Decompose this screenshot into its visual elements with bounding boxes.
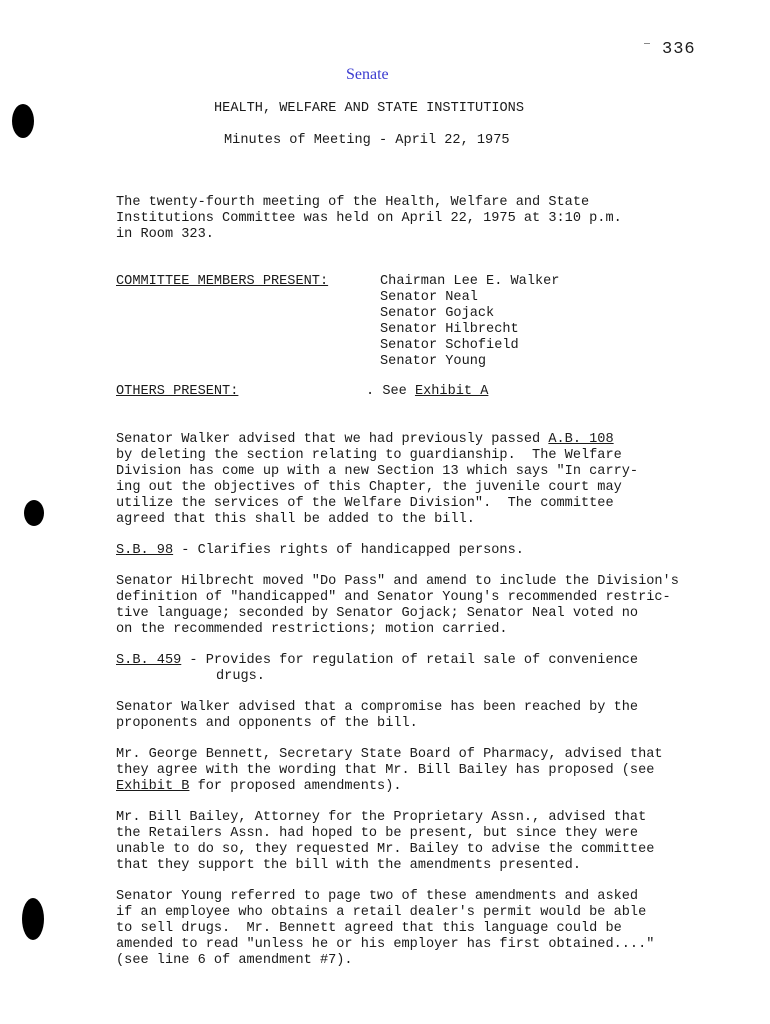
young-line: to sell drugs. Mr. Bennett agreed that this language could be — [116, 921, 622, 936]
ab108-line: utilize the services of the Welfare Division". The committee — [116, 496, 614, 511]
exhibit-b-ref: Exhibit B — [116, 779, 190, 794]
others-label: OTHERS PRESENT: — [116, 384, 239, 399]
young-line: Senator Young referred to page two of these amendments and asked — [116, 889, 639, 904]
young-line: if an employee who obtains a retail dealer's permit would be able — [116, 905, 647, 920]
bailey-line: the Retailers Assn. had hoped to be present, but since they were — [116, 826, 639, 841]
member-item: Senator Hilbrecht — [380, 322, 519, 337]
bennett-tail: for proposed amendments). — [189, 779, 402, 794]
member-item: Chairman Lee E. Walker — [380, 274, 560, 289]
intro-line: The twenty-fourth meeting of the Health, Welfare and State — [116, 195, 590, 210]
member-item: Senator Gojack — [380, 306, 495, 321]
compromise-line: proponents and opponents of the bill. — [116, 716, 418, 731]
sb98-motion-line: definition of "handicapped" and Senator Young's recommended restric- — [116, 590, 671, 605]
others-entry — [366, 384, 488, 400]
scan-mark — [644, 43, 650, 44]
ab108-ref: A.B. 108 — [548, 432, 614, 447]
document-title: HEALTH, WELFARE AND STATE INSTITUTIONS — [214, 101, 524, 116]
intro-line: Institutions Committee was held on April 22, 1975 at 3:10 p.m. — [116, 211, 622, 226]
ab108-line: ing out the objectives of this Chapter, the juvenile court may — [116, 480, 622, 495]
punch-hole-top — [12, 104, 34, 138]
exhibit-a-ref: Exhibit A — [414, 384, 489, 399]
others-prefix: . See — [366, 384, 415, 399]
sb98-motion-line: Senator Hilbrecht moved "Do Pass" and amend to include the Division's — [116, 574, 679, 589]
young-line: amended to read "unless he or his employer has first obtained...." — [116, 937, 655, 952]
sb459-desc: - Provides for regulation of retail sale of convenience — [181, 653, 639, 668]
members-label: COMMITTEE MEMBERS PRESENT: — [116, 274, 329, 289]
bennett-line: Mr. George Bennett, Secretary State Board of Pharmacy, advised that — [116, 747, 663, 762]
punch-hole-bottom — [22, 898, 44, 940]
member-item: Senator Young — [380, 354, 487, 369]
compromise-line: Senator Walker advised that a compromise has been reached by the — [116, 700, 639, 715]
intro-line: in Room 323. — [116, 227, 214, 242]
ab108-line: Division has come up with a new Section 13 which says "In carry- — [116, 464, 639, 479]
page-number: 336 — [662, 40, 696, 59]
member-item: Senator Neal — [380, 290, 478, 305]
bailey-line: that they support the bill with the amendments presented. — [116, 858, 581, 873]
sb98-heading — [116, 543, 524, 559]
senate-label: Senate — [346, 66, 389, 83]
sb98-ref: S.B. 98 — [116, 543, 174, 558]
member-item: Senator Schofield — [380, 338, 519, 353]
ab108-line: agreed that this shall be added to the bill. — [116, 512, 475, 527]
sb459-desc-cont: drugs. — [216, 669, 265, 684]
young-line: (see line 6 of amendment #7). — [116, 953, 353, 968]
bailey-line: Mr. Bill Bailey, Attorney for the Proprietary Assn., advised that — [116, 810, 647, 825]
ab108-text: Senator Walker advised that we had previously passed — [116, 432, 549, 447]
document-subtitle: Minutes of Meeting - April 22, 1975 — [224, 133, 510, 148]
punch-hole-middle — [24, 500, 44, 526]
sb98-desc: - Clarifies rights of handicapped persons. — [173, 543, 524, 558]
sb98-motion-line: tive language; seconded by Senator Gojack; Senator Neal voted no — [116, 606, 639, 621]
sb98-motion-line: on the recommended restrictions; motion carried. — [116, 622, 508, 637]
bailey-line: unable to do so, they requested Mr. Bailey to advise the committee — [116, 842, 655, 857]
ab108-line: by deleting the section relating to guardianship. The Welfare — [116, 448, 622, 463]
bennett-line: they agree with the wording that Mr. Bill Bailey has proposed (see — [116, 763, 655, 778]
bennett-line — [116, 779, 402, 795]
sb459-heading — [116, 653, 638, 669]
ab108-line — [116, 432, 614, 448]
sb459-ref: S.B. 459 — [116, 653, 182, 668]
